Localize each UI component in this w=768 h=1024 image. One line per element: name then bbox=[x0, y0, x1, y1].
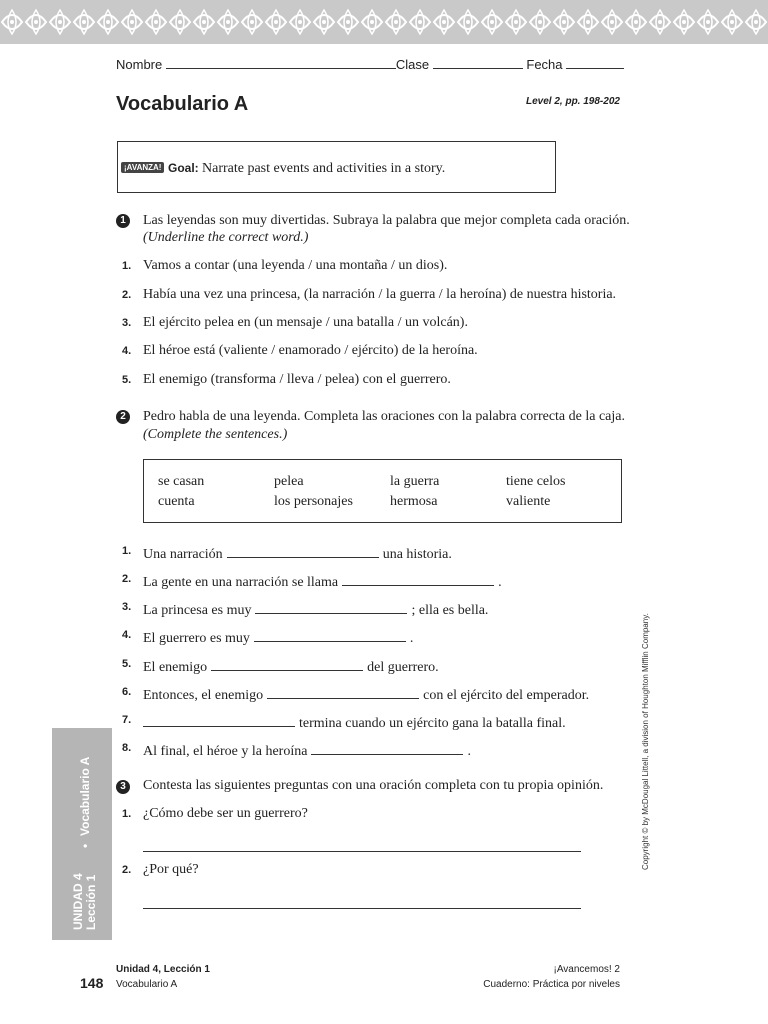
s1-item-text: El héroe está (valiente / enamorado / ejército) de la heroína. bbox=[143, 343, 478, 358]
avanza-badge: ¡AVANZA! bbox=[121, 162, 164, 173]
unit-side-tab bbox=[52, 728, 112, 940]
word-bank-item: los personajes bbox=[274, 494, 353, 509]
footer-vocab: Vocabulario A bbox=[116, 979, 178, 990]
s1-item-text: Había una vez una princesa, (la narración / la guerra / la heroína) de nuestra historia. bbox=[143, 287, 617, 302]
decorative-banner bbox=[0, 0, 768, 44]
s2-item-after: con el ejército del emperador. bbox=[423, 688, 590, 703]
banner-pattern-graphic bbox=[0, 0, 768, 44]
side-tab-bullet: • bbox=[78, 843, 92, 848]
s3-item-text: ¿Cómo debe ser un guerrero? bbox=[143, 806, 308, 821]
s2-item-after: termina cuando un ejército gana la batalla final. bbox=[299, 716, 566, 731]
goal-text: Narrate past events and activities in a story. bbox=[202, 161, 446, 176]
s2-item-before: La gente en una narración se llama bbox=[143, 575, 339, 590]
goal-label: Goal: bbox=[168, 161, 199, 175]
s2-item-before: El guerrero es muy bbox=[143, 631, 250, 646]
section-2-instruction-english: (Complete the sentences.) bbox=[143, 427, 288, 442]
s1-item-number: 1. bbox=[122, 260, 132, 272]
answer-blank[interactable] bbox=[342, 571, 494, 586]
footer-workbook: Cuaderno: Práctica por niveles bbox=[483, 979, 620, 990]
s2-item-number: 1. bbox=[122, 545, 132, 557]
s2-item-number: 4. bbox=[122, 629, 132, 641]
word-bank-item: se casan bbox=[158, 474, 205, 489]
s2-item-number: 3. bbox=[122, 601, 132, 613]
answer-line[interactable] bbox=[143, 908, 581, 909]
section-1-instruction: Las leyendas son muy divertidas. Subraya la palabra que mejor completa cada oración. bbox=[143, 213, 630, 228]
side-tab-unit-lesson bbox=[72, 873, 98, 930]
s1-item-text: El enemigo (transforma / lleva / pelea) con el guerrero. bbox=[143, 372, 451, 387]
answer-blank[interactable] bbox=[254, 627, 406, 642]
footer-book-title: ¡Avancemos! 2 bbox=[553, 964, 620, 975]
s2-item-before: La princesa es muy bbox=[143, 603, 252, 618]
s2-item-after: . bbox=[467, 744, 471, 759]
section-2-number: 2 bbox=[116, 410, 130, 424]
s2-item-number: 8. bbox=[122, 742, 132, 754]
word-bank-item: cuenta bbox=[158, 494, 195, 509]
side-tab-unidad: UNIDAD 4 bbox=[71, 873, 85, 930]
s2-item-text bbox=[143, 627, 413, 647]
level-reference: Level 2, pp. 198-202 bbox=[526, 96, 620, 107]
section-3-instruction: Contesta las siguientes preguntas con una oración completa con tu propia opinión. bbox=[143, 778, 604, 793]
s2-item-text bbox=[143, 684, 589, 704]
s2-item-before: Entonces, el enemigo bbox=[143, 688, 264, 703]
page-title: Vocabulario A bbox=[116, 93, 249, 115]
s2-item-text bbox=[143, 543, 452, 563]
s2-item-number: 7. bbox=[122, 714, 132, 726]
word-bank-box bbox=[143, 459, 622, 523]
word-bank-item: valiente bbox=[506, 494, 551, 509]
s2-item-text bbox=[143, 599, 488, 619]
s1-item-number: 3. bbox=[122, 317, 132, 329]
side-tab-vocab: Vocabulario A bbox=[78, 756, 92, 836]
s3-item-text: ¿Por qué? bbox=[143, 862, 199, 877]
word-bank-item: la guerra bbox=[390, 474, 440, 489]
s2-item-after: del guerrero. bbox=[367, 660, 439, 675]
s3-item-number: 1. bbox=[122, 808, 132, 820]
fecha-field[interactable] bbox=[566, 56, 624, 69]
s1-item-number: 4. bbox=[122, 345, 132, 357]
answer-blank[interactable] bbox=[143, 712, 295, 727]
s2-item-before: El enemigo bbox=[143, 660, 208, 675]
word-bank-item: hermosa bbox=[390, 494, 438, 509]
s2-item-number: 6. bbox=[122, 686, 132, 698]
word-bank-item: tiene celos bbox=[506, 474, 566, 489]
answer-blank[interactable] bbox=[255, 599, 407, 614]
goal-box bbox=[117, 141, 556, 193]
section-1-number: 1 bbox=[116, 214, 130, 228]
s2-item-text bbox=[139, 712, 566, 732]
s2-item-text bbox=[143, 740, 471, 760]
side-tab-leccion: Lección 1 bbox=[84, 874, 98, 930]
student-info-header bbox=[116, 56, 624, 72]
s2-item-after: una historia. bbox=[382, 547, 452, 562]
clase-field[interactable] bbox=[433, 56, 523, 69]
section-2-instruction: Pedro habla de una leyenda. Completa las oraciones con la palabra correcta de la caja. bbox=[143, 409, 625, 424]
s2-item-text bbox=[143, 656, 439, 676]
s2-item-after: ; ella es bella. bbox=[411, 603, 489, 618]
nombre-field[interactable] bbox=[166, 56, 396, 69]
s2-item-after: . bbox=[409, 631, 414, 646]
section-1-instruction-english: (Underline the correct word.) bbox=[143, 230, 309, 245]
s2-item-after: . bbox=[498, 575, 502, 590]
copyright-notice: Copyright © by McDougal Littell, a division of Houghton Mifflin Company. bbox=[641, 613, 650, 870]
page-number: 148 bbox=[80, 975, 104, 991]
answer-blank[interactable] bbox=[311, 740, 463, 755]
clase-label: Clase bbox=[395, 57, 430, 72]
answer-blank[interactable] bbox=[227, 543, 379, 558]
side-tab-text bbox=[52, 728, 112, 940]
answer-blank[interactable] bbox=[211, 656, 363, 671]
s2-item-text bbox=[143, 571, 502, 591]
section-3-number: 3 bbox=[116, 780, 130, 794]
s2-item-number: 2. bbox=[122, 573, 132, 585]
fecha-label: Fecha bbox=[526, 57, 563, 72]
s1-item-number: 2. bbox=[122, 289, 132, 301]
s2-item-before: Al final, el héroe y la heroína bbox=[143, 744, 308, 759]
s2-item-number: 5. bbox=[122, 658, 132, 670]
s1-item-text: El ejército pelea en (un mensaje / una batalla / un volcán). bbox=[143, 315, 468, 330]
nombre-label: Nombre bbox=[116, 57, 163, 72]
footer-unit-lesson: Unidad 4, Lección 1 bbox=[116, 964, 210, 975]
s1-item-number: 5. bbox=[122, 374, 132, 386]
s1-item-text: Vamos a contar (una leyenda / una montaña / un dios). bbox=[143, 258, 448, 273]
s2-item-before: Una narración bbox=[143, 547, 223, 562]
answer-blank[interactable] bbox=[267, 684, 419, 699]
word-bank-item: pelea bbox=[274, 474, 304, 489]
s3-item-number: 2. bbox=[122, 864, 132, 876]
answer-line[interactable] bbox=[143, 851, 581, 852]
